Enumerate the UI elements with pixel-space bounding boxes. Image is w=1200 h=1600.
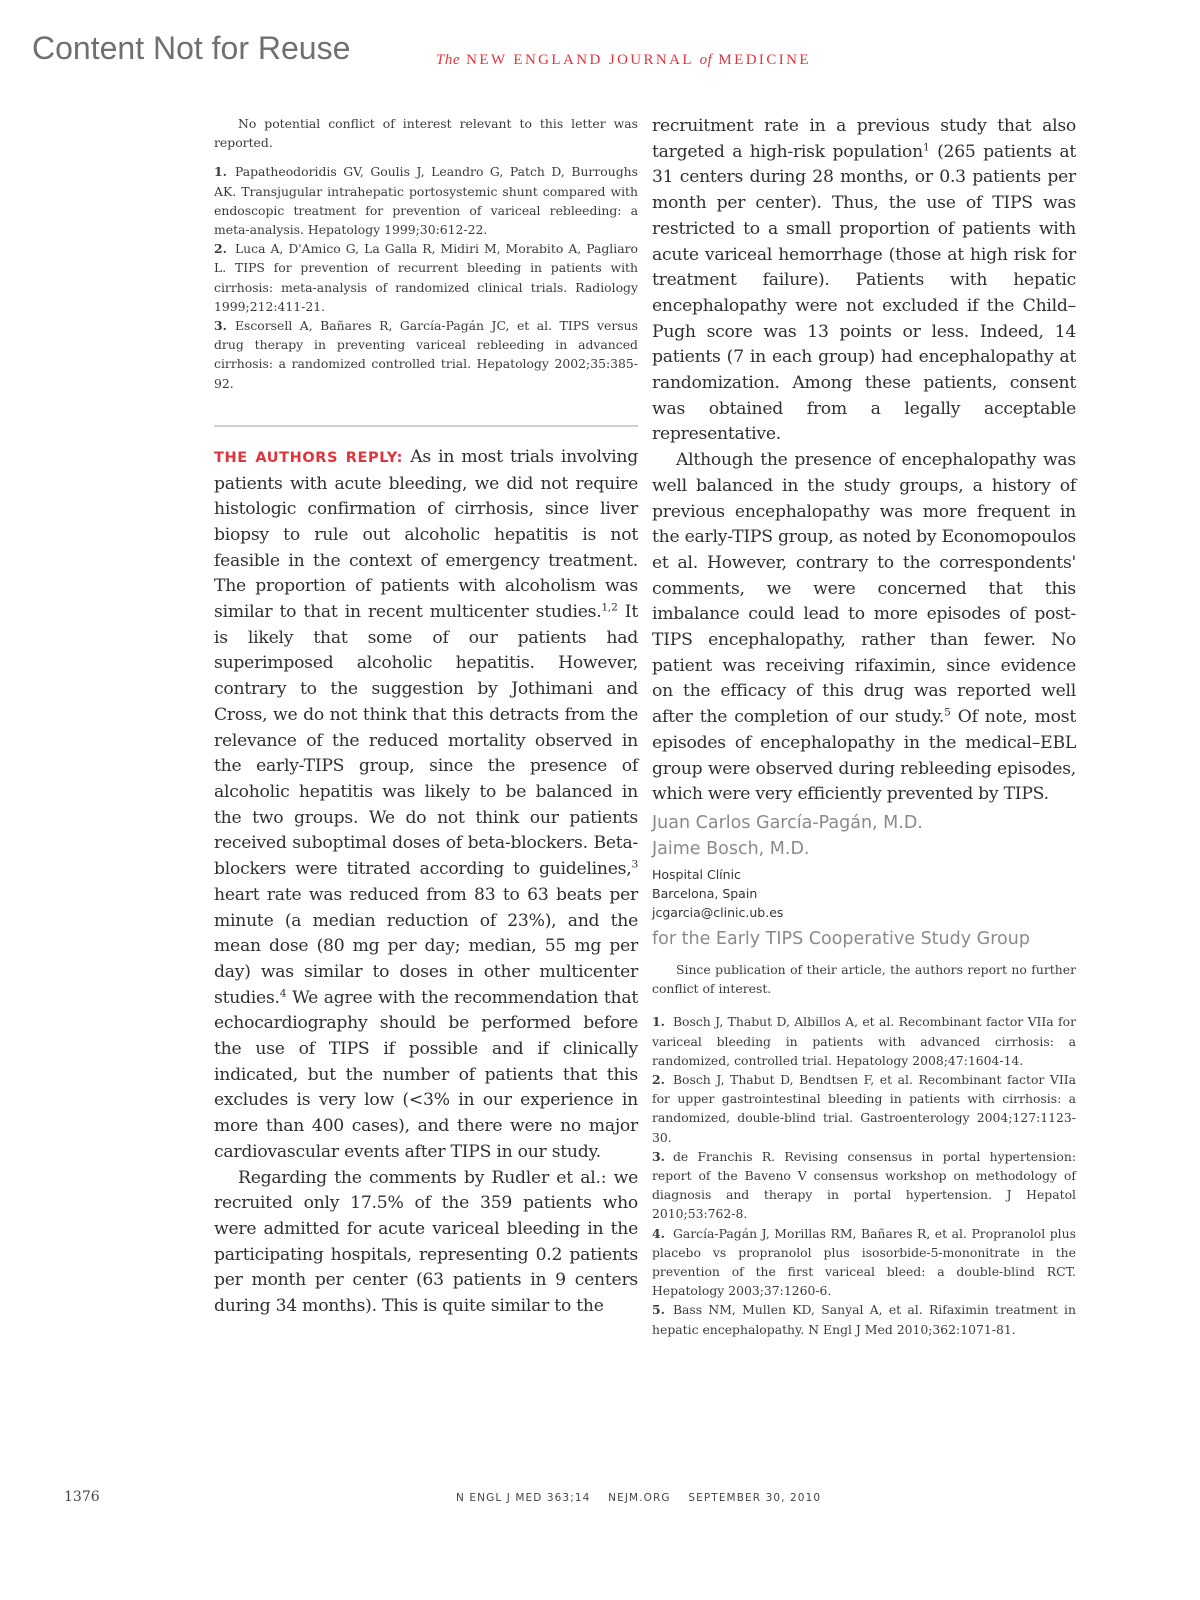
reference-text: Luca A, D'Amico G, La Galla R, Midiri M, Morabito A, Pagliaro L. TIPS for prevention of recurrent bleeding in patients with cirrhosis: meta-analysis of randomized clinical trials. Radiology 1999;212:411-21.: [214, 241, 638, 314]
left-column: [214, 114, 638, 1320]
section-divider: [214, 425, 638, 427]
reference-text: Papatheodoridis GV, Goulis J, Leandro G, Patch D, Burroughs AK. Transjugular intrahepatic portosystemic shunt compared with endoscopic treatment for prevention of variceal rebleeding: a meta-analysis. Hepatology 1999;30:612-22.: [214, 164, 638, 238]
reply-paragraph-4: [652, 448, 1076, 808]
reply-text: recruitment rate in a previous study that also targeted a high-risk population: [652, 116, 1076, 162]
reference-text: de Franchis R. Revising consensus in portal hypertension: report of the Baveno V consensus workshop on methodology of diagnosis and therapy in portal hypertension. J Hepatol 2010;53:762-8.: [652, 1148, 1076, 1222]
citation-superscript: 4: [279, 985, 287, 999]
reply-references: [652, 1012, 1076, 1338]
reference-number: 1.: [214, 164, 227, 180]
signature-block: [652, 810, 1076, 954]
author-email[interactable]: jcgarcia@clinic.ub.es: [652, 904, 784, 920]
masthead-the: The: [436, 52, 460, 68]
reply-text: Of note, most episodes of encephalopathy in the medical–EBL group were observed during rebleeding episodes, which were very efficiently prevented by TIPS.: [652, 707, 1076, 805]
reference-item: [214, 239, 638, 316]
reference-item: [652, 1224, 1076, 1301]
reference-text: García-Pagán J, Morillas RM, Bañares R, et al. Propranolol plus placebo vs propranolol plus isosorbide-5-mononitrate in the prevention of the first variceal bleed: a double-blind RCT. Hepatology 2003;37:1260-6.: [652, 1225, 1076, 1299]
reply-paragraph-3: [652, 114, 1076, 448]
study-group: for the Early TIPS Cooperative Study Group: [652, 928, 1030, 949]
reply-heading: THE AUTHORS REPLY:: [214, 449, 404, 466]
reference-number: 5.: [652, 1302, 665, 1318]
reference-number: 1.: [652, 1014, 665, 1030]
reference-text: Escorsell A, Bañares R, García-Pagán JC, et al. TIPS versus drug therapy in preventing variceal rebleeding in advanced cirrhosis: a randomized controlled trial. Hepatology 2002;35:385-92.: [214, 318, 638, 391]
citation-superscript: 1: [922, 139, 930, 153]
watermark: Content Not for Reuse: [32, 30, 351, 66]
reference-number: 3.: [652, 1148, 665, 1164]
letter-references: [214, 162, 638, 392]
masthead-part1: NEW ENGLAND JOURNAL: [466, 52, 694, 68]
letter-conflict-statement: No potential conflict of interest relevant to this letter was reported.: [214, 116, 638, 151]
reference-text: Bosch J, Thabut D, Bendtsen F, et al. Recombinant factor VIIa for upper gastrointestinal bleeding in patients with cirrhosis: a randomized, double-blind trial. Gastroenterology 2004;127:1123-30.: [652, 1072, 1076, 1145]
reference-item: [214, 316, 638, 393]
reply-paragraph-2: Regarding the comments by Rudler et al.: we recruited only 17.5% of the 359 patients who were admitted for acute variceal bleeding in the participating hospitals, representing 0.2 patients per month per center (63 patients in 9 centers during 34 months). This is quite similar to the: [214, 1167, 638, 1317]
reference-number: 2.: [214, 241, 227, 257]
citation-superscript: 3: [631, 857, 638, 871]
author-name: Juan Carlos García-Pagán, M.D.: [652, 812, 923, 833]
reference-number: 2.: [652, 1072, 665, 1087]
masthead-part2: MEDICINE: [718, 52, 811, 68]
reference-item: [652, 1012, 1076, 1070]
reference-text: Bass NM, Mullen KD, Sanyal A, et al. Rifaximin treatment in hepatic encephalopathy. N Engl J Med 2010;362:1071-81.: [652, 1302, 1076, 1337]
reference-item: [214, 162, 638, 239]
reply-text: It is likely that some of our patients had superimposed alcoholic hepatitis. However, contrary to the suggestion by Jothimani and Cross, we do not think that this detracts from the relevance of the reduced mortality observed in the early-TIPS group, since the presence of alcoholic hepatitis was likely to be balanced in the two groups. We do not think our patients received suboptimal doses of beta-blockers. Beta-blockers were titrated according to guidelines,: [214, 602, 638, 880]
author-affiliation: Hospital Clínic: [652, 866, 741, 882]
author-name: Jaime Bosch, M.D.: [652, 838, 810, 859]
reference-item: [652, 1300, 1076, 1338]
reference-number: 3.: [214, 318, 227, 334]
reference-number: 4.: [652, 1225, 665, 1241]
page-number: 1376: [64, 1489, 100, 1505]
citation-superscript: 5: [944, 705, 951, 719]
reply-paragraph-1: [214, 445, 638, 1166]
masthead-of: of: [699, 52, 713, 68]
reference-item: [652, 1147, 1076, 1224]
reference-text: Bosch J, Thabut D, Albillos A, et al. Recombinant factor VIIa for variceal bleeding in patients with advanced cirrhosis: a randomized, controlled trial. Hepatology 2008;47:1604-14.: [652, 1014, 1076, 1068]
reply-text: We agree with the recommendation that echocardiography should be performed before the use of TIPS if possible and if clinically indicated, but the number of patients that this excludes is very low (<3% in our experience in more than 400 cases), and there were no major cardiovascular events after TIPS in our study.: [214, 987, 638, 1162]
footer-citation: N ENGL J MED 363;14 NEJM.ORG SEPTEMBER 30, 2010: [456, 1492, 822, 1504]
reply-text: Although the presence of encephalopathy was well balanced in the study groups, a history of previous encephalopathy was more frequent in the early-TIPS group, as noted by Economopoulos et al. However, contrary to the correspondents' comments, we were concerned that this imbalance could lead to more episodes of post-TIPS encephalopathy, rather than fewer. No patient was receiving rifaximin, since evidence on the efficacy of this drug was reported well after the completion of our study.: [652, 450, 1076, 728]
citation-superscript: 1,2: [601, 600, 618, 614]
reply-text: (265 patients at 31 centers during 28 months, or 0.3 patients per month per center). Thus, the use of TIPS was restricted to a small proportion of patients with acute variceal hemorrhage (those at high risk for treatment failure). Patients with hepatic encephalopathy were not excluded if the Child–Pugh score was 13 points or less. Indeed, 14 patients (7 in each group) had encephalopathy at randomization. Among these patients, consent was obtained from a legally acceptable representative.: [652, 141, 1076, 445]
journal-masthead: [436, 52, 811, 69]
authors-conflict-statement: Since publication of their article, the authors report no further conflict of interest.: [652, 961, 1076, 997]
reply-text: As in most trials involving patients with acute bleeding, we did not require histologic confirmation of cirrhosis, since liver biopsy to rule out alcoholic hepatitis is not feasible in the context of emergency treatment. The proportion of patients with alcoholism was similar to that in recent multicenter studies.: [214, 446, 638, 623]
right-column: [652, 114, 1076, 1339]
reply-text: heart rate was reduced from 83 to 63 beats per minute (a median reduction of 23%), and the mean dose (80 mg per day; median, 55 mg per day) was similar to doses in other multicenter studies.: [214, 884, 638, 1008]
author-location: Barcelona, Spain: [652, 885, 758, 901]
reference-item: [652, 1070, 1076, 1147]
